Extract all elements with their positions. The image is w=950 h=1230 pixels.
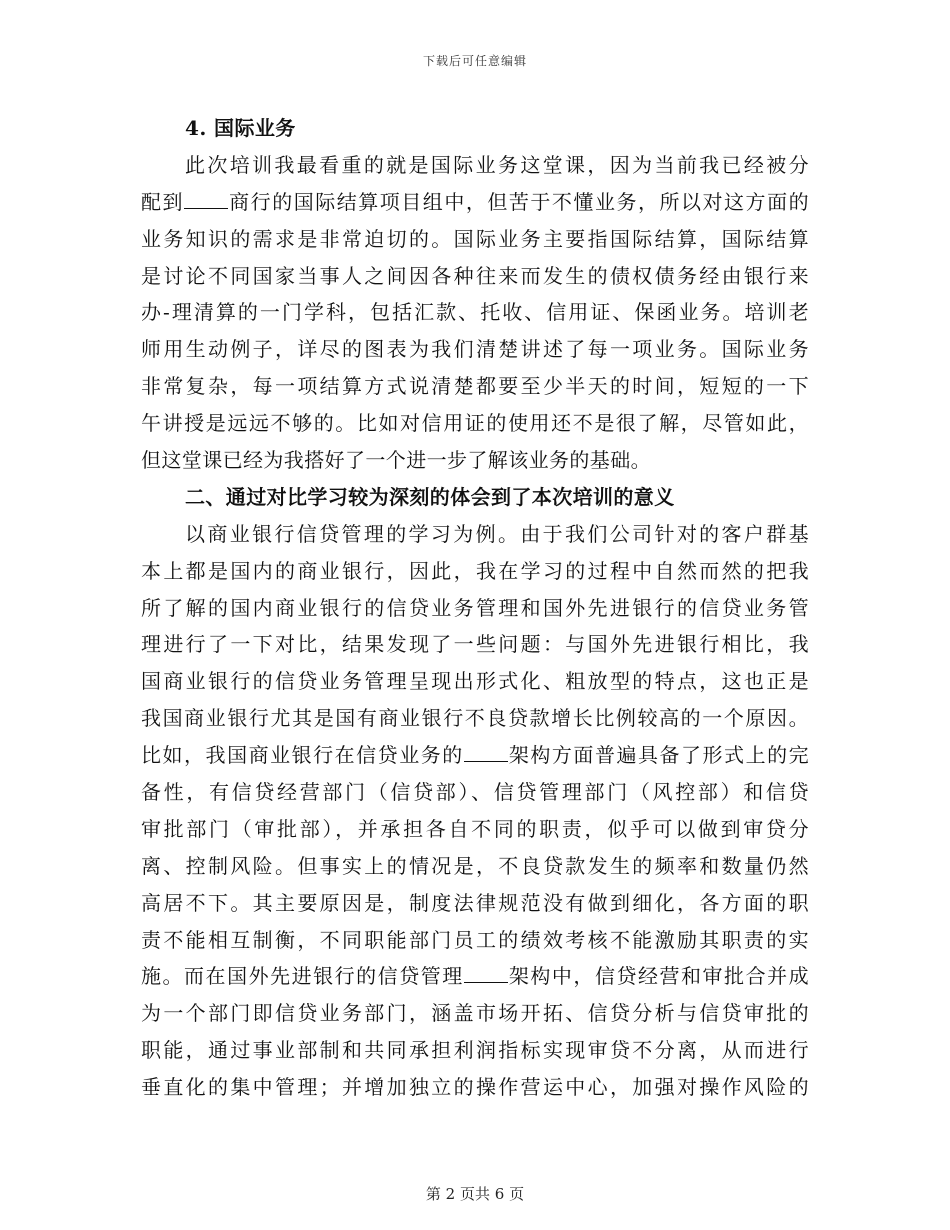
paragraph-line: 责不能相互制衡，不同职能部门员工的绩效考核不能激励其职责的实 bbox=[141, 927, 809, 952]
text-fragment: 配到 bbox=[141, 189, 185, 214]
paragraph-line: 非常复杂，每一项结算方式说清楚都要至少半天的时间，短短的一下 bbox=[141, 374, 809, 399]
text-fragment: 比如，我国商业银行在信贷业务的 bbox=[141, 743, 464, 768]
blank-underline bbox=[464, 966, 508, 983]
paragraph-line: 职能，通过事业部制和共同承担利润指标实现审贷不分离，从而进行 bbox=[141, 1038, 809, 1063]
paragraph-line bbox=[141, 737, 809, 774]
paragraph-line: 国商业银行的信贷业务管理呈现出形式化、粗放型的特点，这也正是 bbox=[141, 669, 809, 694]
page-number-footer: 第 2 页共 6 页 bbox=[425, 1185, 525, 1203]
page-header: 下载后可任意编辑 bbox=[422, 54, 527, 68]
paragraph-line: 为一个部门即信贷业务部门，涵盖市场开拓、信贷分析与信贷审批的 bbox=[141, 1001, 809, 1026]
paragraph-line: 是讨论不同国家当事人之间因各种往来而发生的债权债务经由银行来 bbox=[141, 263, 809, 288]
section-heading-training-significance: 二、通过对比学习较为深刻的体会到了本次培训的意义 bbox=[185, 484, 675, 509]
paragraph-line: 理进行了一下对比，结果发现了一些问题：与国外先进银行相比，我 bbox=[141, 632, 809, 657]
blank-underline bbox=[464, 745, 508, 762]
document-body bbox=[141, 110, 809, 1106]
blank-underline bbox=[184, 192, 228, 209]
paragraph-line: 高居不下。其主要原因是，制度法律规范没有做到细化，各方面的职 bbox=[141, 890, 809, 915]
paragraph-line: 审批部门（审批部），并承担各自不同的职责，似乎可以做到审贷分 bbox=[141, 816, 809, 841]
paragraph-line: 午讲授是远远不够的。比如对信用证的使用还不是很了解，尽管如此， bbox=[141, 411, 809, 436]
paragraph-line: 办-理清算的一门学科，包括汇款、托收、信用证、保函业务。培训老 bbox=[141, 300, 809, 325]
paragraph-line: 本上都是国内的商业银行，因此，我在学习的过程中自然而然的把我 bbox=[141, 558, 809, 583]
paragraph-line bbox=[141, 958, 809, 995]
text-fragment: 架构方面普遍具备了形式上的完 bbox=[507, 743, 809, 768]
text-fragment: 施。而在国外先进银行的信贷管理 bbox=[141, 964, 464, 989]
section-heading-international-business bbox=[141, 110, 809, 147]
paragraph-line: 我国商业银行尤其是国有商业银行不良贷款增长比例较高的一个原因。 bbox=[141, 706, 809, 731]
paragraph-line: 所了解的国内商业银行的信贷业务管理和国外先进银行的信贷业务管 bbox=[141, 595, 809, 620]
paragraph-line: 但这堂课已经为我搭好了一个进一步了解该业务的基础。 bbox=[141, 448, 651, 473]
section-heading-text: 4. 国际业务 bbox=[185, 116, 296, 140]
paragraph-line: 业务知识的需求是非常迫切的。国际业务主要指国际结算，国际结算 bbox=[141, 226, 809, 251]
text-fragment: 架构中，信贷经营和审批合并成 bbox=[507, 964, 809, 989]
paragraph-line: 此次培训我最看重的就是国际业务这堂课，因为当前我已经被分 bbox=[185, 152, 809, 177]
paragraph-line bbox=[141, 184, 809, 221]
text-fragment: 商行的国际结算项目组中，但苦于不懂业务，所以对这方面的 bbox=[228, 189, 809, 214]
paragraph-line: 以商业银行信贷管理的学习为例。由于我们公司针对的客户群基 bbox=[185, 521, 809, 546]
paragraph-line: 垂直化的集中管理；并增加独立的操作营运中心，加强对操作风险的 bbox=[141, 1075, 809, 1100]
paragraph-line: 离、控制风险。但事实上的情况是，不良贷款发生的频率和数量仍然 bbox=[141, 853, 809, 878]
paragraph-line: 备性，有信贷经营部门（信贷部）、信贷管理部门（风控部）和信贷 bbox=[141, 780, 809, 805]
paragraph-line: 师用生动例子，详尽的图表为我们清楚讲述了每一项业务。国际业务 bbox=[141, 337, 809, 362]
